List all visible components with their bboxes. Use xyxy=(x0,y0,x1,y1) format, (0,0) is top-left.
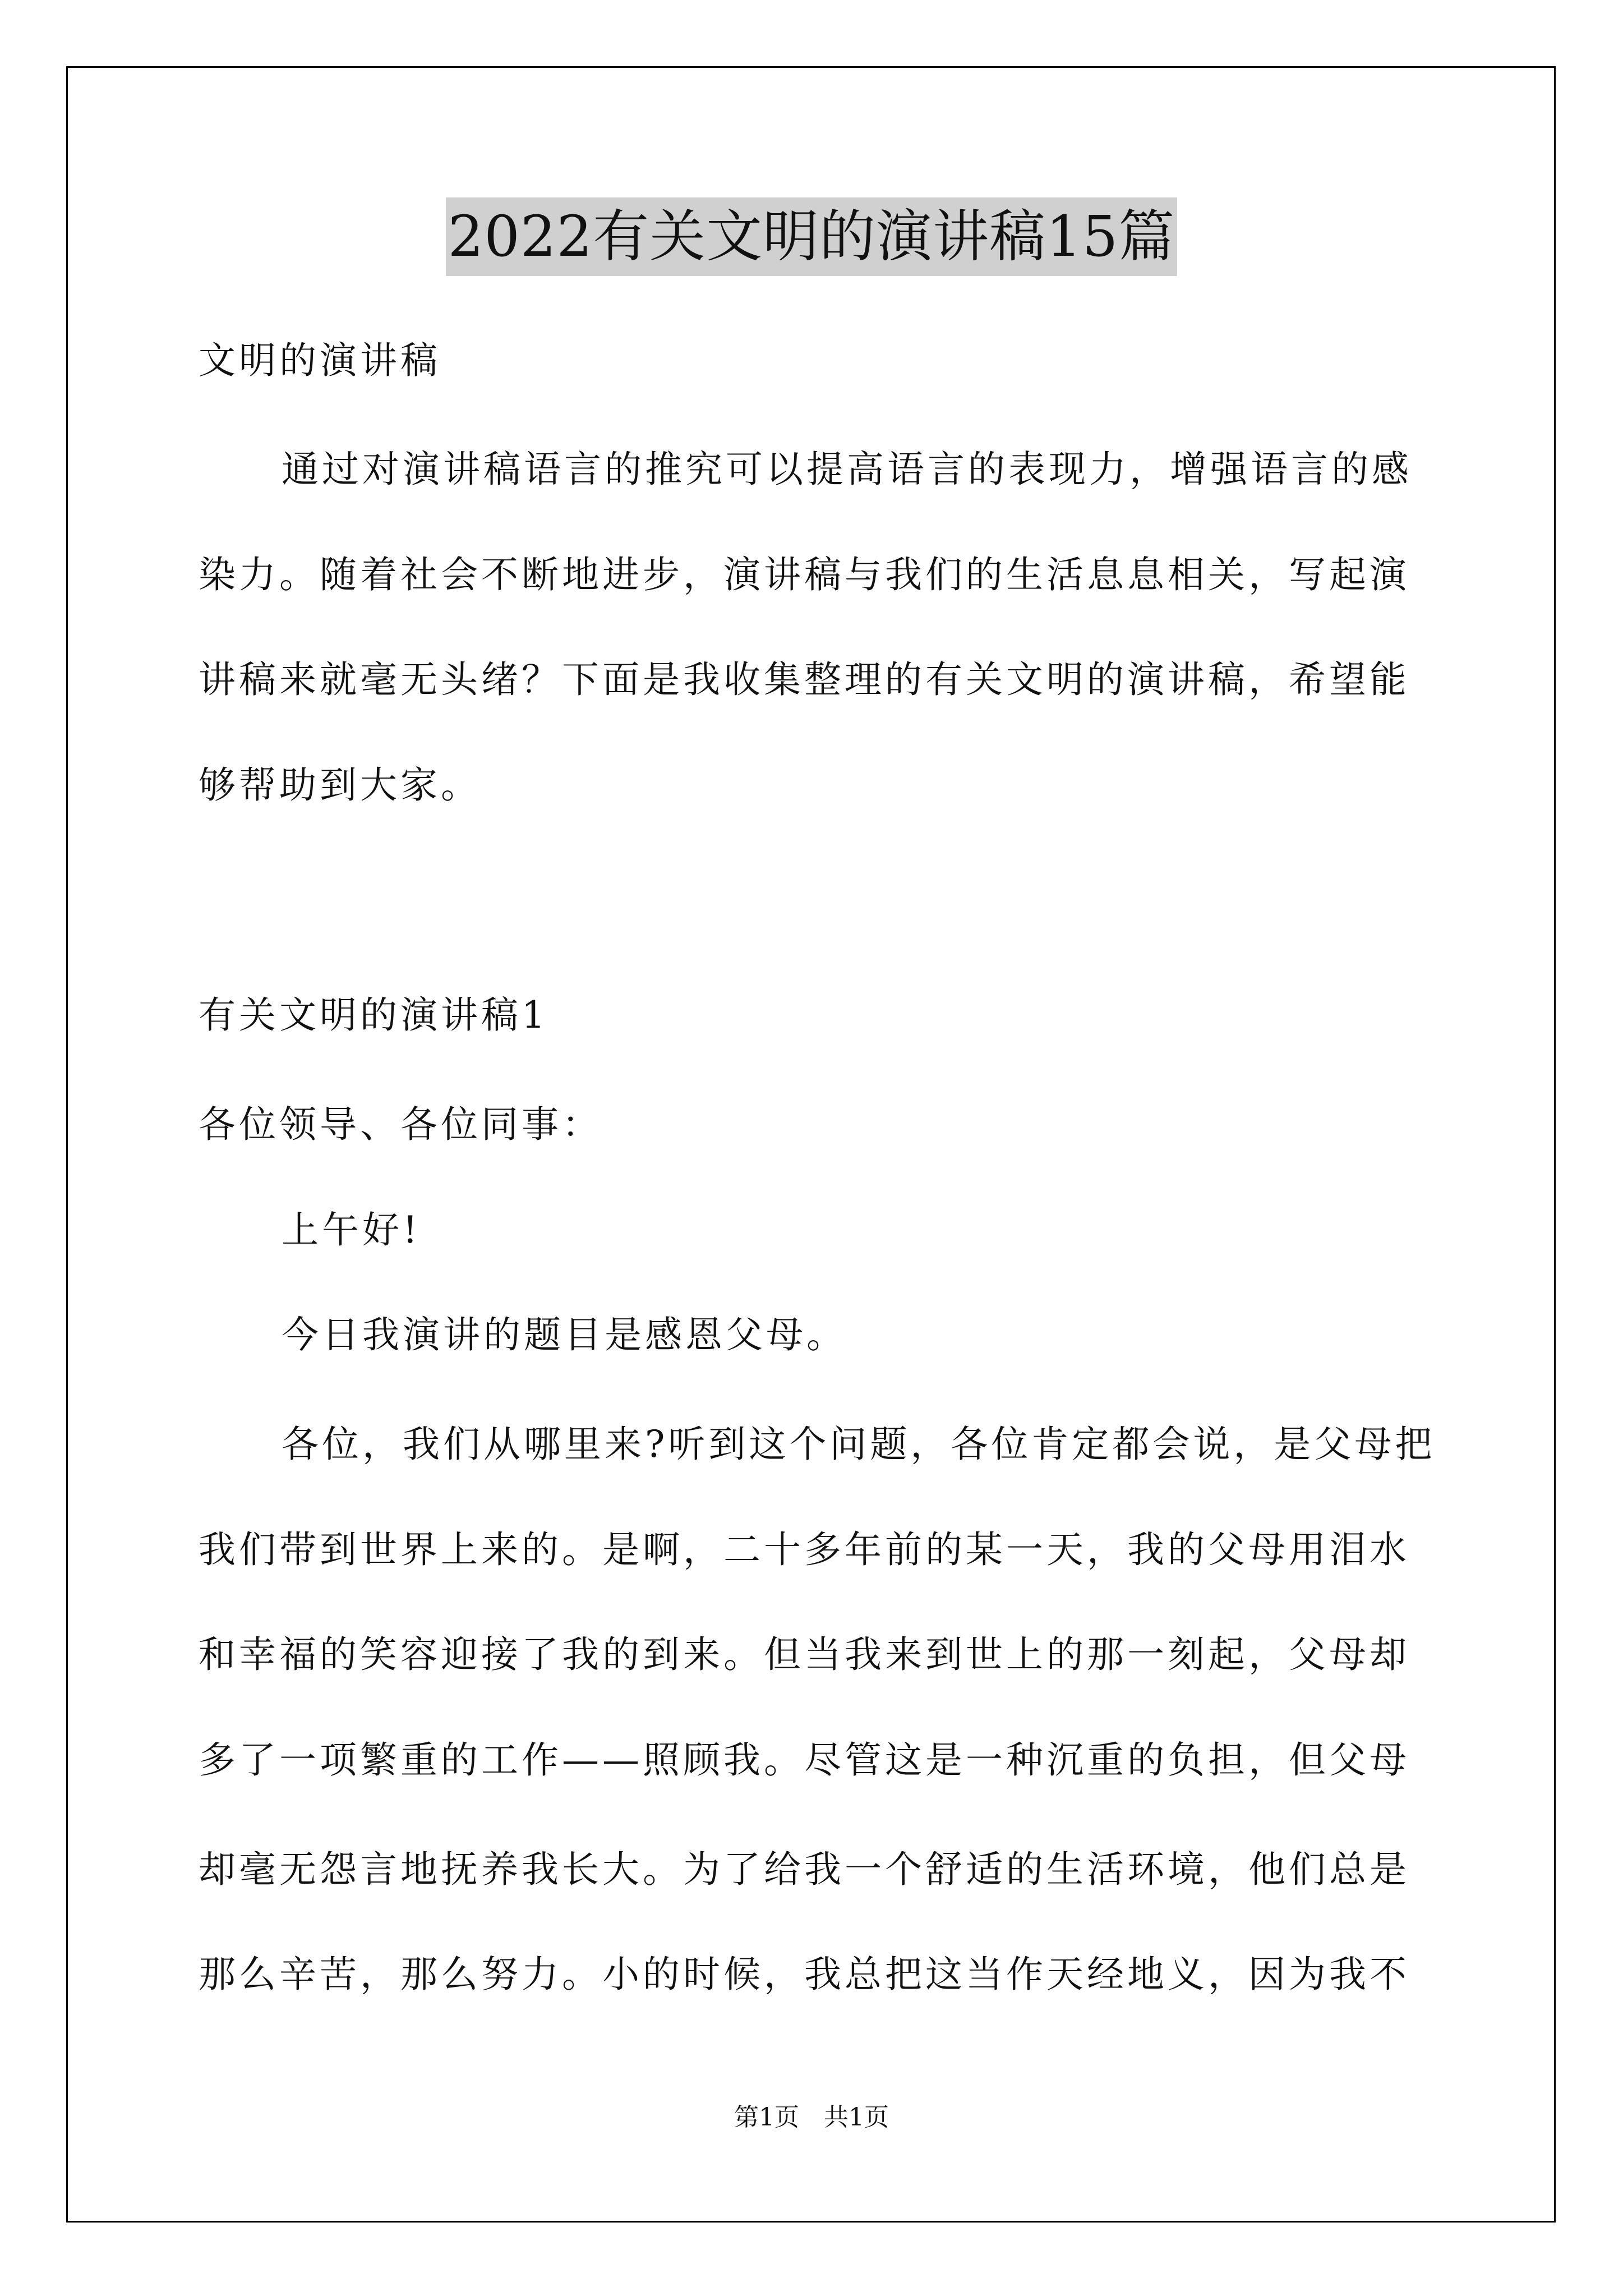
body-line: 讲稿来就毫无头绪？下面是我收集整理的有关文明的演讲稿，希望能 xyxy=(199,658,1410,701)
body-line: 今日我演讲的题目是感恩父母。 xyxy=(282,1313,847,1356)
body-line: 通过对演讲稿语言的推究可以提高语言的表现力，增强语言的感 xyxy=(282,448,1412,491)
title-container xyxy=(0,197,1623,276)
body-line: 多了一项繁重的工作——照顾我。尽管这是一种沉重的负担，但父母 xyxy=(199,1738,1410,1782)
body-line: 那么辛苦，那么努力。小的时候，我总把这当作天经地义，因为我不 xyxy=(199,1953,1410,1996)
body-line: 和幸福的笑容迎接了我的到来。但当我来到世上的那一刻起，父母却 xyxy=(199,1633,1410,1676)
salutation: 各位领导、各位同事： xyxy=(199,1103,602,1146)
greeting: 上午好! xyxy=(282,1208,421,1251)
page-footer: 第1页 共1页 xyxy=(734,2103,889,2132)
section-heading: 有关文明的演讲稿1 xyxy=(199,993,548,1037)
body-line: 各位，我们从哪里来?听到这个问题，各位肯定都会说，是父母把 xyxy=(282,1423,1436,1466)
document-title: 2022有关文明的演讲稿15篇 xyxy=(446,197,1178,276)
body-line: 却毫无怨言地抚养我长大。为了给我一个舒适的生活环境，他们总是 xyxy=(199,1848,1410,1891)
body-line: 染力。随着社会不断地进步，演讲稿与我们的生活息息相关，写起演 xyxy=(199,553,1410,596)
body-line: 我们带到世界上来的。是啊，二十多年前的某一天，我的父母用泪水 xyxy=(199,1528,1410,1571)
section-heading: 文明的演讲稿 xyxy=(199,339,441,382)
body-line: 够帮助到大家。 xyxy=(199,763,481,807)
